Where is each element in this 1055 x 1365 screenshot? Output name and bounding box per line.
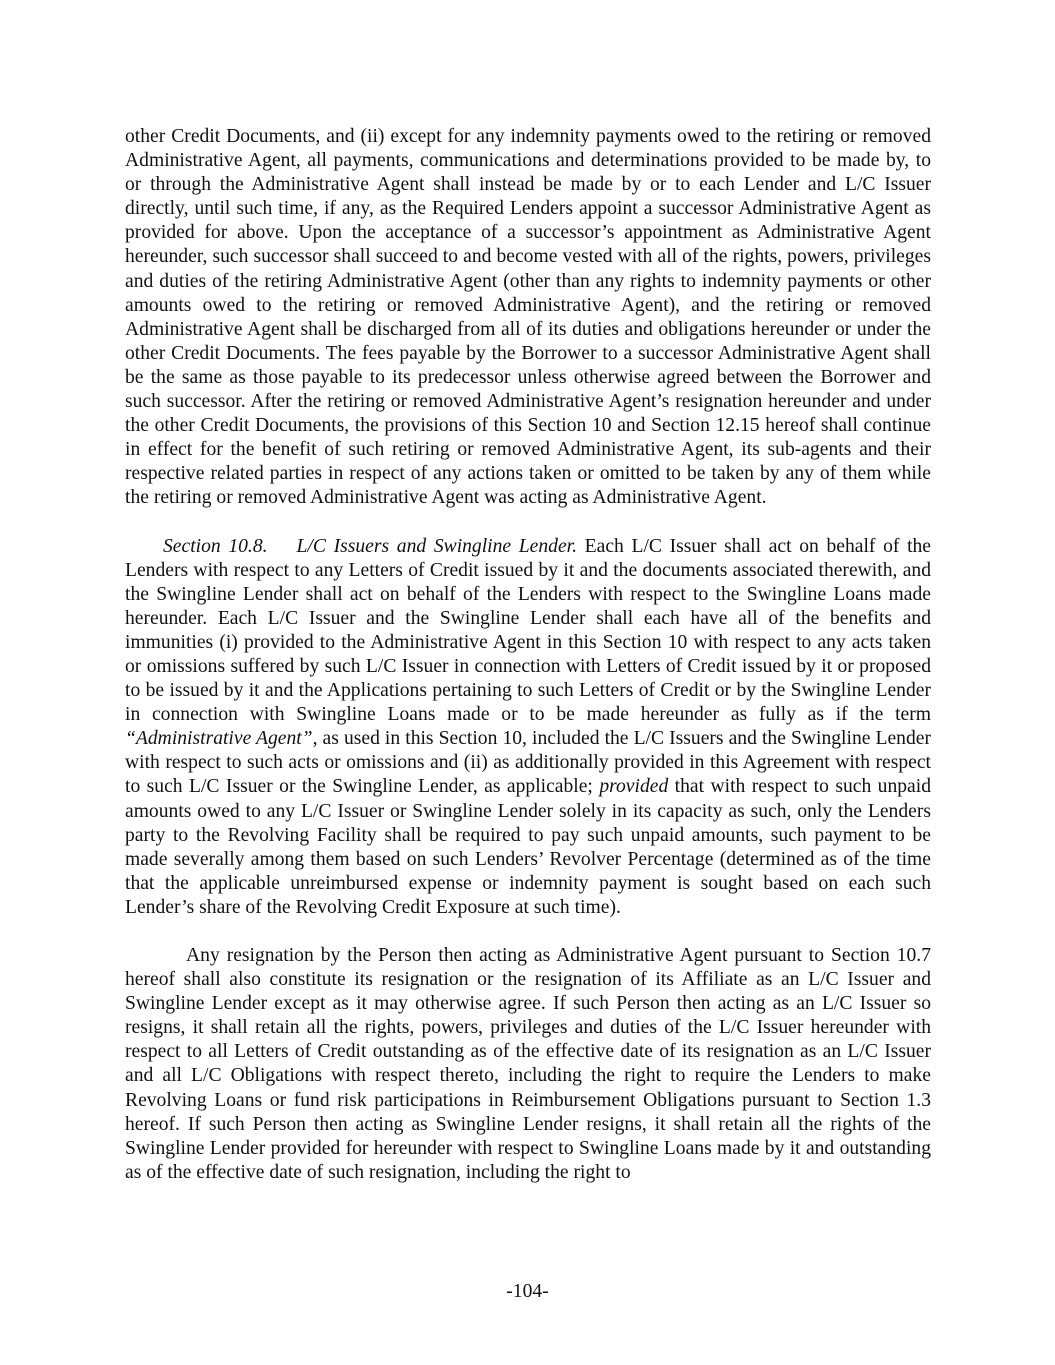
section-text-part-1: Each L/C Issuer shall act on behalf of the Lenders with respect to any Letters of Credit issued by it and the documents associated therewith, and the Swingline Lender shall act on behalf of the Lenders with respect to the Swingline Loans made hereunder. Each L/C Issuer and the Swingline Lender shall each have all of the benefits and immunities (i) provided to the Administrative Agent in this Section 10 with respect to any acts taken or omissions suffered by such L/C Issuer in connection with Letters of Credit issued by it or proposed to be issued by it and the Applications pertaining to such Letters of Credit or by the Swingline Lender in connection with Swingline Loans made or to be made hereunder as fully as if the term [125,535,932,726]
section-number: Section 10.8. [163,535,268,557]
paragraph-resignation: Any resignation by the Person then acting as Administrative Agent pursuant to Section 10.7 hereof shall also constitute its resignation or the resignation of its Affiliate as an L/C Issuer and Swingline Lender except as it may otherwise agree. If such Person then acting as an L/C Issuer so resigns, it shall retain all the rights, powers, privileges and duties of the L/C Issuer hereunder with respect to all Letters of Credit outstanding as of the effective date of its resignation as an L/C Issuer and all L/C Obligations with respect thereto, including the right to require the Lenders to make Revolving Loans or fund risk participations in Reimbursement Obligations pursuant to Section 1.3 hereof. If such Person then acting as Swingline Lender resigns, it shall retain all the rights of the Swingline Lender provided for hereunder with respect to Swingline Loans made by it and outstanding as of the effective date of such resignation, including the right to [125,945,931,1183]
section-10-8-paragraph [125,535,931,921]
page-number: -104- [506,1281,549,1302]
section-text-part-2: , as used in this Section 10, included the L/C Issuers and the Swingline Lender with respect to such acts or omissions and (ii) as additionally provided in this Agreement with respect to such L/C Issuer or the Swingline Lender, as applicable; [125,728,931,798]
document-body [125,125,931,1209]
section-text-part-3: that with respect to such unpaid amounts owed to any L/C Issuer or Swingline Lender solely in its capacity as such, only the Lenders party to the Revolving Facility shall be required to pay such unpaid amounts, such payment to be made severally among them based on such Lenders’ Revolver Percentage (determined as of the time that the applicable unreimbursed expense or indemnity payment is sought based on each such Lender’s share of the Revolving Credit Exposure at such time). [125,776,931,918]
section-title: L/C Issuers and Swingline Lender. [296,535,577,557]
provided-term: provided [599,776,669,798]
defined-term-administrative-agent: “Administrative Agent” [125,728,313,750]
paragraph-successor-agent: other Credit Documents, and (ii) except for any indemnity payments owed to the retiring or removed Administrative Agent, all payments, communications and determinations provided to be made by, to or through the Administrative Agent shall instead be made by or to each Lender and L/C Issuer directly, until such time, if any, as the Required Lenders appoint a successor Administrative Agent as provided for above. Upon the acceptance of a successor’s appointment as Administrative Agent hereunder, such successor shall succeed to and become vested with all of the rights, powers, privileges and duties of the retiring Administrative Agent (other than any rights to indemnity payments or other amounts owed to the retiring or removed Administrative Agent), and the retiring or removed Administrative Agent shall be discharged from all of its duties and obligations hereunder or under the other Credit Documents. The fees payable by the Borrower to a successor Administrative Agent shall be the same as those payable to its predecessor unless otherwise agreed between the Borrower and such successor. After the retiring or removed Administrative Agent’s resignation hereunder and under the other Credit Documents, the provisions of this Section 10 and Section 12.15 hereof shall continue in effect for the benefit of such retiring or removed Administrative Agent, its sub-agents and their respective related parties in respect of any actions taken or omitted to be taken by any of them while the retiring or removed Administrative Agent was acting as Administrative Agent. [125,126,931,509]
